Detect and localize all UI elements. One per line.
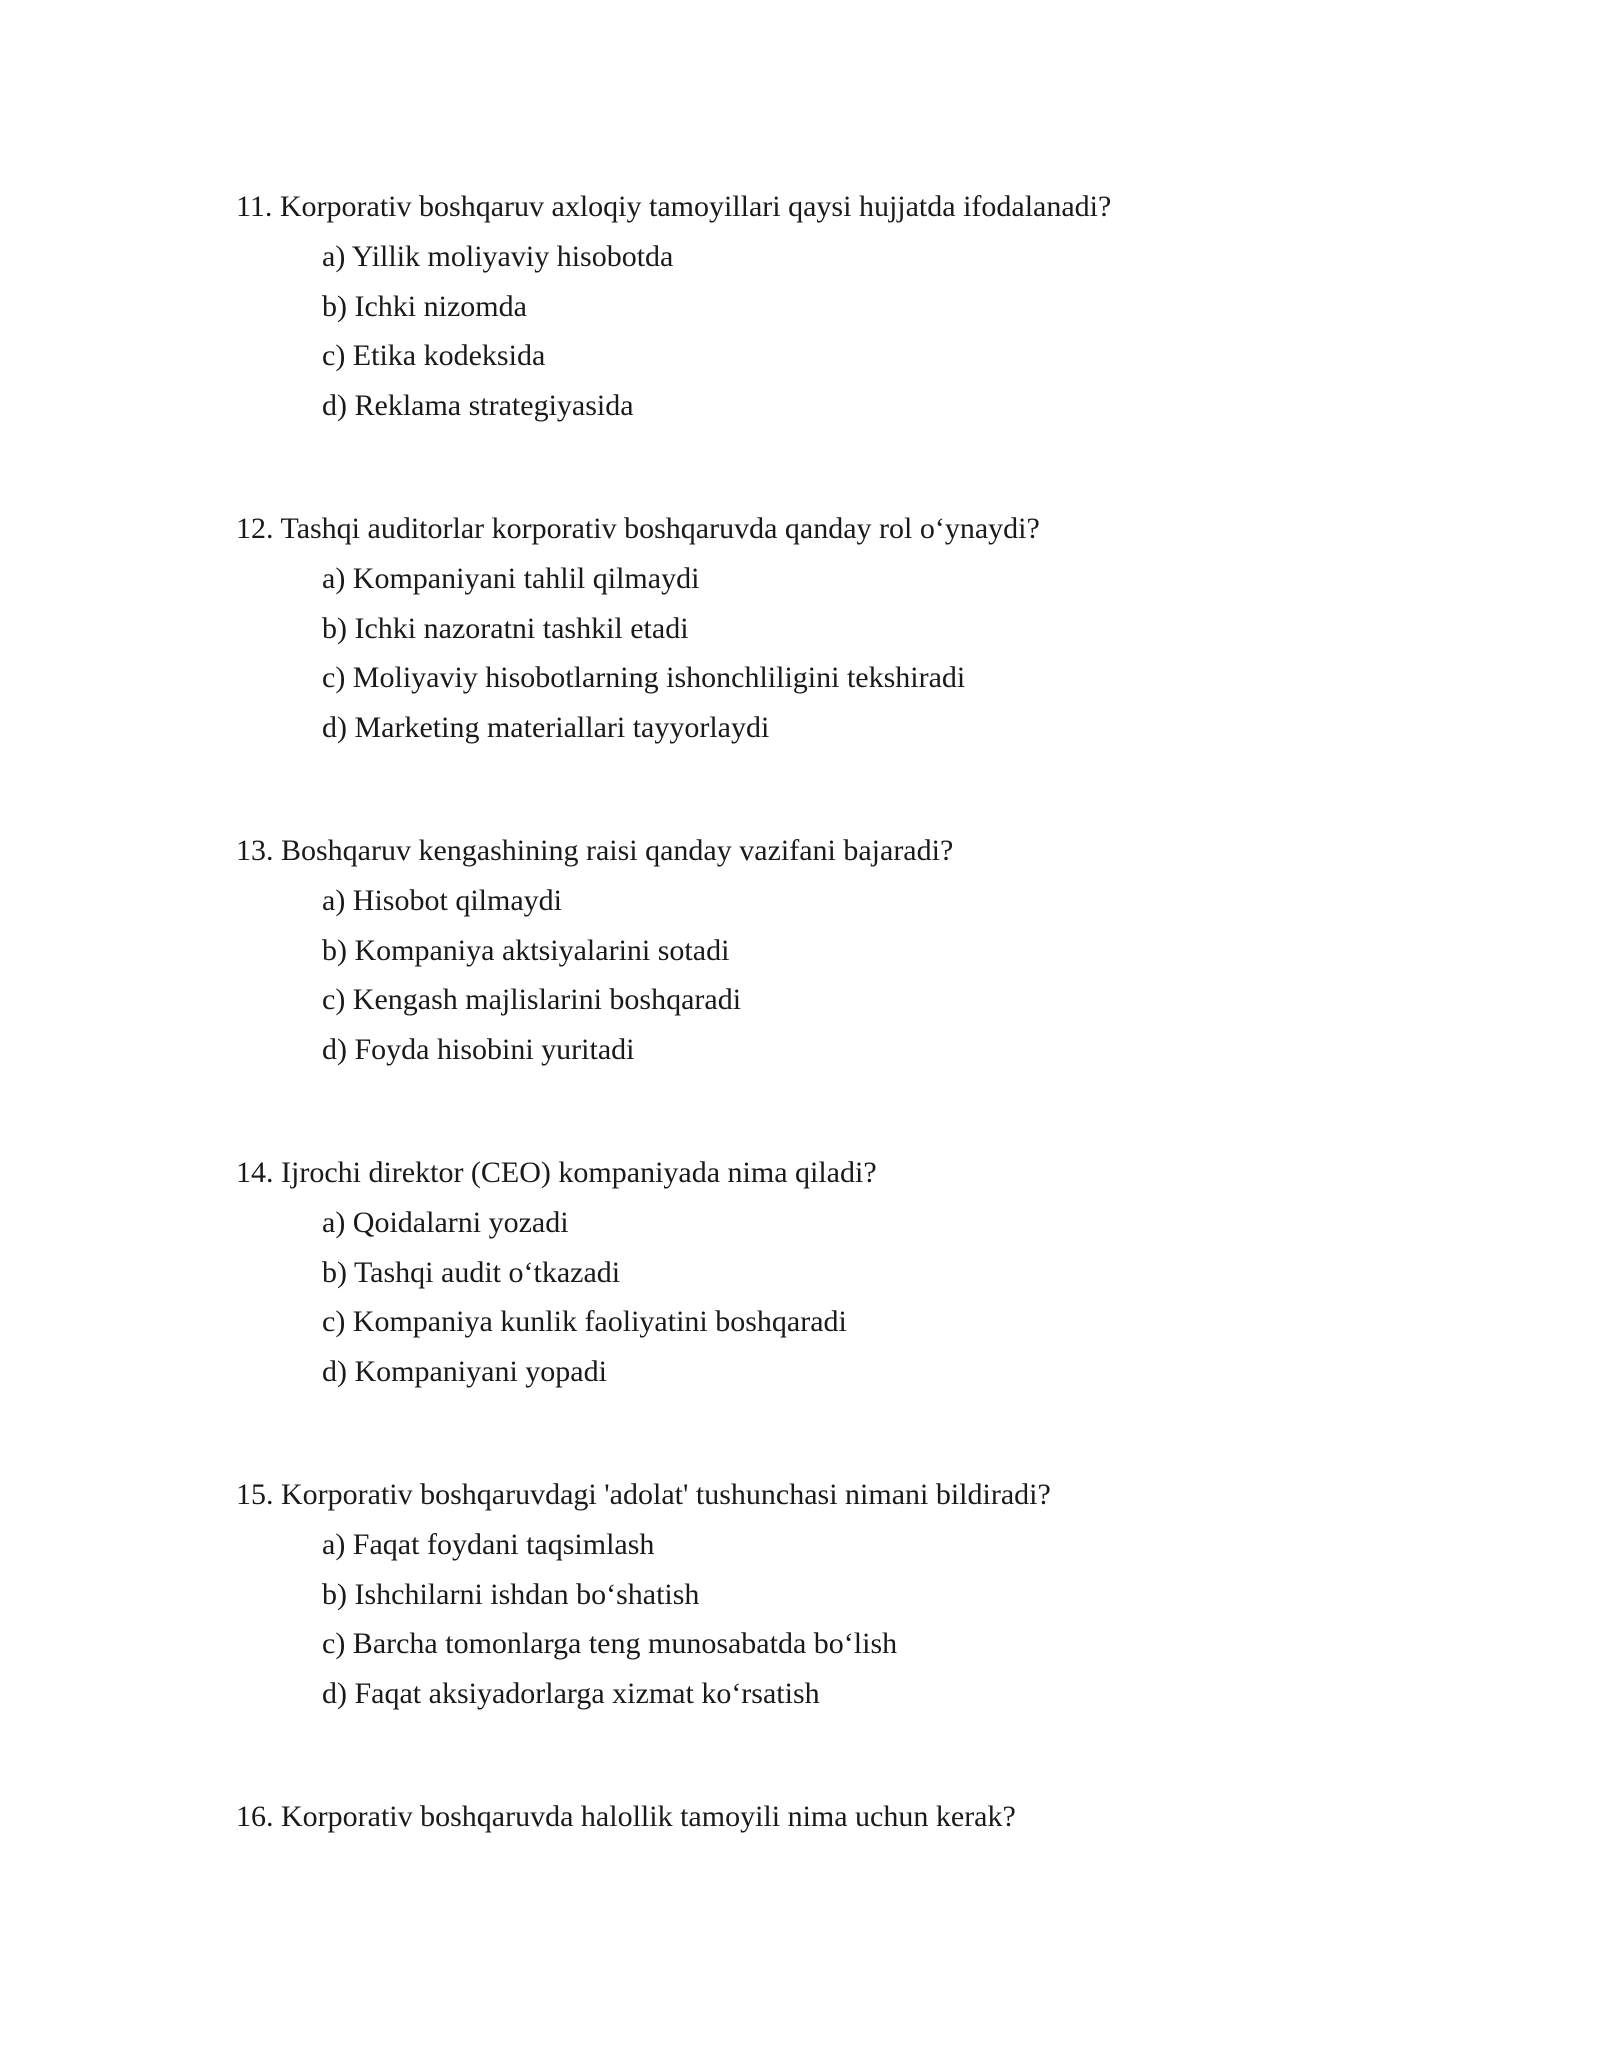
option-d: d) Faqat aksiyadorlarga xizmat ko‘rsatish — [322, 1676, 820, 1710]
option-a: a) Hisobot qilmaydi — [322, 884, 562, 917]
option-c: c) Kompaniya kunlik faoliyatini boshqaradi — [322, 1305, 847, 1338]
answer-options — [236, 883, 1436, 1081]
answer-options — [236, 239, 1436, 437]
option-c: c) Barcha tomonlarga teng munosabatda bo‘lish — [322, 1627, 898, 1660]
question-text: 11. Korporativ boshqaruv axloqiy tamoyillari qaysi hujjatda ifodalanadi? — [236, 190, 1112, 223]
option-b: b) Tashqi audit o‘tkazadi — [322, 1255, 621, 1289]
option-d: d) Foyda hisobini yuritadi — [322, 1032, 635, 1066]
option-d: d) Marketing materiallari tayyorlaydi — [322, 710, 770, 744]
question-text: 14. Ijrochi direktor (CEO) kompaniyada nima qiladi? — [236, 1156, 877, 1189]
answer-options — [236, 1527, 1436, 1725]
option-b: b) Ishchilarni ishdan bo‘shatish — [322, 1577, 700, 1611]
option-d: d) Kompaniyani yopadi — [322, 1354, 607, 1388]
option-a: a) Qoidalarni yozadi — [322, 1206, 569, 1239]
question-14 — [236, 1155, 1436, 1403]
question-16 — [236, 1799, 1436, 1835]
option-c: c) Kengash majlislarini boshqaradi — [322, 983, 742, 1016]
question-text: 16. Korporativ boshqaruvda halollik tamoyili nima uchun kerak? — [236, 1800, 1016, 1833]
option-c: c) Moliyaviy hisobotlarning ishonchliligini tekshiradi — [322, 661, 966, 694]
answer-options — [236, 561, 1436, 759]
question-13 — [236, 833, 1436, 1081]
option-d: d) Reklama strategiyasida — [322, 388, 634, 422]
option-b: b) Ichki nizomda — [322, 289, 527, 323]
question-text: 15. Korporativ boshqaruvdagi 'adolat' tushunchasi nimani bildiradi? — [236, 1478, 1051, 1511]
option-c: c) Etika kodeksida — [322, 339, 546, 372]
question-text: 12. Tashqi auditorlar korporativ boshqaruvda qanday rol o‘ynaydi? — [236, 512, 1040, 545]
question-11 — [236, 189, 1436, 437]
question-12 — [236, 511, 1436, 759]
question-text: 13. Boshqaruv kengashining raisi qanday vazifani bajaradi? — [236, 834, 954, 867]
option-a: a) Kompaniyani tahlil qilmaydi — [322, 562, 700, 595]
option-a: a) Yillik moliyaviy hisobotda — [322, 240, 674, 273]
option-b: b) Kompaniya aktsiyalarini sotadi — [322, 933, 730, 967]
question-15 — [236, 1477, 1436, 1725]
answer-options — [236, 1205, 1436, 1403]
option-a: a) Faqat foydani taqsimlash — [322, 1528, 655, 1561]
option-b: b) Ichki nazoratni tashkil etadi — [322, 611, 689, 645]
